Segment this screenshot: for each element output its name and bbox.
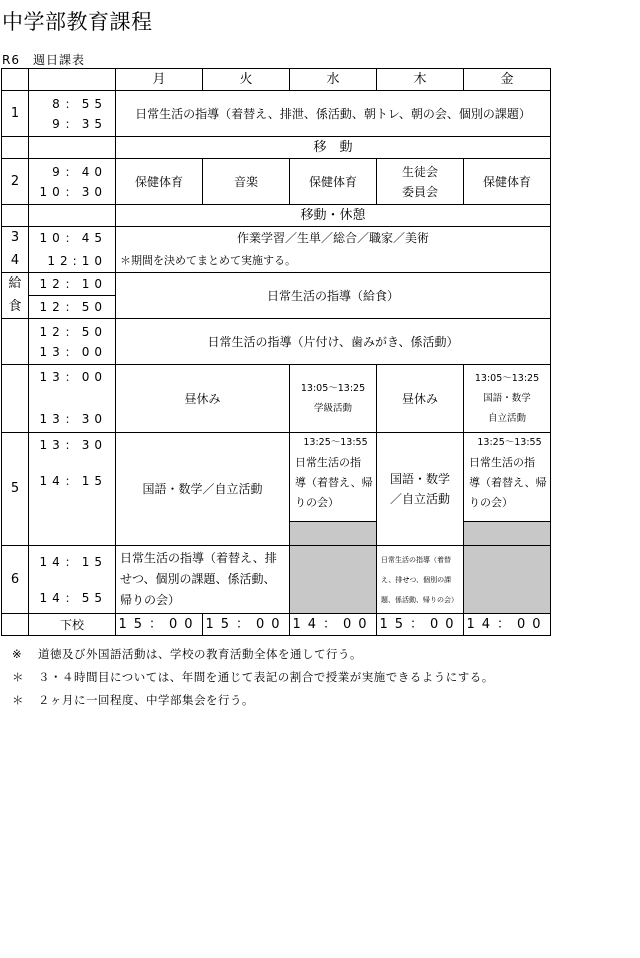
period-2-mon: 保健体育 — [116, 159, 203, 205]
move-1-content: 移 動 — [116, 137, 551, 159]
period-1-label: 1 — [2, 91, 29, 137]
break-fri-activity-2: 自立活動 — [487, 412, 526, 424]
period-5-fri — [464, 433, 551, 522]
header-day-thu: 木 — [377, 69, 464, 91]
period-2-thu: 生徒会 委員会 — [377, 159, 464, 205]
period-1-time — [29, 91, 116, 137]
break-fri — [464, 365, 551, 433]
break-wed — [290, 365, 377, 433]
exit-blank-period — [2, 614, 29, 636]
break-row — [2, 365, 551, 433]
period-6-thu-line-3: 題、係活動、帰りの会） — [381, 595, 458, 604]
break-fri-activity-1: 国語・数学 — [483, 392, 531, 404]
period-6-thu-line-1: 日常生活の指導（着替 — [381, 555, 451, 564]
cleanup-end: 13：00 — [39, 344, 107, 359]
exit-mon: 15：00 — [116, 614, 203, 636]
period-1-content: 日常生活の指導（着替え、排泄、係活動、朝トレ、朝の会、個別の課題） — [116, 91, 551, 137]
note-1-mark: ※ — [12, 647, 23, 661]
period-6-mon-tue — [116, 546, 290, 614]
period-34-end: 12:10 — [29, 250, 116, 273]
period-6-start: 14：15 — [39, 554, 107, 569]
period-6-time — [29, 546, 116, 614]
exit-fri: 14：00 — [464, 614, 551, 636]
period-2-time — [29, 159, 116, 205]
move-2-row — [2, 205, 551, 227]
period-5-wed-line-1: 日常生活の指 — [295, 456, 361, 469]
period-5-wed-time: 13:25～13:55 — [303, 437, 368, 448]
period-5-thu — [377, 433, 464, 546]
break-thu: 昼休み — [377, 365, 464, 433]
period-5-label: 5 — [2, 433, 29, 546]
period-2-end: 10：30 — [39, 184, 107, 199]
period-5-fri-line-2: 導（着替え、帰 — [469, 476, 547, 489]
page-title: 中学部教育課程 — [2, 10, 153, 34]
cleanup-time — [29, 319, 116, 365]
move-1-blank-period — [2, 137, 29, 159]
period-6-mon-line-1: 日常生活の指導（着替え、排 — [120, 551, 277, 565]
lunch-label-1: 給 — [2, 273, 29, 296]
period-6-end: 14：55 — [39, 590, 107, 605]
move-2-blank-time — [29, 205, 116, 227]
cleanup-start: 12：50 — [39, 324, 107, 339]
period-5-end: 14：15 — [39, 474, 107, 488]
period-5-wed — [290, 433, 377, 522]
note-3-mark: ＊ — [12, 693, 24, 707]
cleanup-blank-period — [2, 319, 29, 365]
period-5-fri-time: 13:25～13:55 — [477, 437, 542, 448]
period-2-row — [2, 159, 551, 205]
break-time — [29, 365, 116, 433]
period-2-fri: 保健体育 — [464, 159, 551, 205]
period-5-wed-gray — [290, 522, 377, 546]
period-6-label: 6 — [2, 546, 29, 614]
note-3-text: ２ヶ月に一回程度、中学部集会を行う。 — [38, 693, 254, 707]
period-4-row — [2, 250, 551, 273]
period-5-wed-line-2: 導（着替え、帰 — [295, 476, 373, 489]
period-3-label: 3 — [2, 227, 29, 250]
break-mon-tue: 昼休み — [116, 365, 290, 433]
period-34-content: 作業学習／生単／総合／職家／美術 — [116, 227, 551, 250]
exit-wed: 14：00 — [290, 614, 377, 636]
period-3-row — [2, 227, 551, 250]
period-2-start: 9：40 — [52, 164, 107, 179]
exit-tue: 15：00 — [203, 614, 290, 636]
period-5-fri-line-1: 日常生活の指 — [469, 456, 535, 469]
move-1-row — [2, 137, 551, 159]
header-blank-time — [29, 69, 116, 91]
period-5-fri-gray — [464, 522, 551, 546]
period-1-start: 8：55 — [52, 96, 107, 111]
table-subtitle: R6 週日課表 — [2, 53, 85, 67]
header-day-fri: 金 — [464, 69, 551, 91]
period-5-thu-line-1: 国語・数学 — [389, 472, 450, 486]
header-day-wed: 水 — [290, 69, 377, 91]
period-5-thu-line-2: ／自立活動 — [389, 492, 450, 506]
period-34-note: ＊期間を決めてまとめて実施する。 — [116, 250, 551, 273]
break-start: 13：00 — [39, 370, 107, 384]
period-6-mon-line-2: せつ、個別の課題、係活動、 — [120, 572, 276, 586]
period-6-wed-gray — [290, 546, 377, 614]
note-2 — [12, 669, 494, 685]
break-wed-time: 13:05～13:25 — [300, 382, 366, 394]
header-blank-period — [2, 69, 29, 91]
cleanup-content: 日常生活の指導（片付け、歯みがき、係活動） — [116, 319, 551, 365]
move-1-blank-time — [29, 137, 116, 159]
break-wed-activity: 学級活動 — [313, 402, 352, 414]
exit-row — [2, 614, 551, 636]
period-6-thu-line-2: え、排せつ、個別の課 — [381, 575, 452, 584]
period-5-start: 13：30 — [39, 438, 107, 452]
lunch-end: 12：50 — [29, 296, 116, 319]
period-6-row — [2, 546, 551, 614]
period-6-fri-gray — [464, 546, 551, 614]
period-1-end: 9：35 — [52, 116, 107, 131]
period-2-label: 2 — [2, 159, 29, 205]
note-2-text: ３・４時間目については、年間を通じて表記の割合で授業が実施できるようにする。 — [38, 670, 494, 684]
weekly-timetable — [1, 68, 551, 636]
lunch-label-2: 食 — [2, 296, 29, 319]
period-5-fri-line-3: りの会） — [469, 496, 513, 509]
period-5-time — [29, 433, 116, 546]
exit-thu: 15：00 — [377, 614, 464, 636]
note-1 — [12, 646, 362, 662]
period-6-mon-line-3: 帰りの会） — [120, 593, 181, 607]
header-row — [2, 69, 551, 91]
period-6-thu — [377, 546, 464, 614]
header-day-tue: 火 — [203, 69, 290, 91]
lunch-content: 日常生活の指導（給食） — [116, 273, 551, 319]
period-4-label: 4 — [2, 250, 29, 273]
break-end: 13：30 — [39, 412, 107, 426]
break-fri-time: 13:05～13:25 — [474, 372, 540, 384]
period-5-row — [2, 433, 551, 522]
exit-label: 下校 — [29, 614, 116, 636]
move-2-blank-period — [2, 205, 29, 227]
note-1-text: 道徳及び外国語活動は、学校の教育活動全体を通して行う。 — [38, 647, 362, 661]
cleanup-row — [2, 319, 551, 365]
period-34-start: 10：45 — [29, 227, 116, 250]
lunch-start: 12：10 — [29, 273, 116, 296]
period-5-wed-line-3: りの会） — [295, 496, 339, 509]
period-1-row — [2, 91, 551, 137]
note-2-mark: ＊ — [12, 670, 24, 684]
period-2-wed: 保健体育 — [290, 159, 377, 205]
break-blank-period — [2, 365, 29, 433]
header-day-mon: 月 — [116, 69, 203, 91]
lunch-row-1 — [2, 273, 551, 296]
move-2-content: 移動・休憩 — [116, 205, 551, 227]
period-2-tue: 音楽 — [203, 159, 290, 205]
period-5-mon-tue: 国語・数学／自立活動 — [116, 433, 290, 546]
note-3 — [12, 692, 254, 708]
